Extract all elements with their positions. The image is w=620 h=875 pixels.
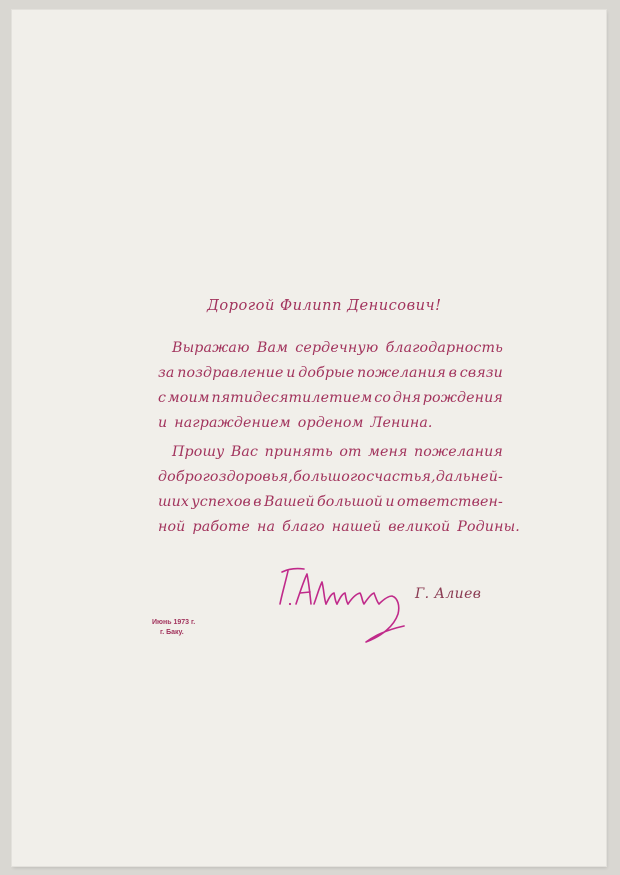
word: в (448, 365, 458, 381)
word: в (253, 494, 262, 510)
word: дальней- (435, 469, 503, 485)
word: связи (459, 365, 503, 381)
word: с (158, 390, 167, 406)
word: и (286, 365, 296, 381)
word: и (158, 415, 168, 431)
word: пожелания (357, 365, 446, 381)
word: работе (192, 519, 250, 535)
word: Вас (230, 444, 259, 460)
date-line: Июнь 1973 г. (152, 619, 196, 626)
paragraph1-line (172, 338, 503, 358)
paragraph2-line (158, 517, 520, 537)
word: орденом (297, 415, 364, 431)
word: Родины. (457, 519, 520, 535)
word: большого (293, 469, 366, 485)
word: за (158, 365, 175, 381)
word: на (256, 519, 276, 535)
word: ной (158, 519, 186, 535)
word: Прошу (172, 444, 225, 460)
word: благо (282, 519, 325, 535)
paragraph2-line (158, 467, 503, 487)
word: здоровья, (218, 469, 293, 485)
word: Выражаю (172, 340, 250, 356)
greeting: Дорогой Филипп Денисович! (207, 297, 442, 314)
paragraph2-line (158, 492, 503, 512)
word: дня (392, 390, 421, 406)
paragraph2-line (172, 442, 503, 462)
word: пожелания (414, 444, 503, 460)
word: ших (158, 494, 190, 510)
paragraph1-line (158, 388, 503, 408)
word: Ленина. (370, 415, 433, 431)
word: от (339, 444, 362, 460)
word: большой (316, 494, 384, 510)
word: рождения (422, 390, 503, 406)
word: награждением (174, 415, 291, 431)
word: поздравление (177, 365, 284, 381)
word: благодарность (385, 340, 503, 356)
word: и (385, 494, 395, 510)
word: пятидесятилетием (211, 390, 373, 406)
word: меня (368, 444, 408, 460)
word: доброго (158, 469, 219, 485)
word: великой (388, 519, 451, 535)
paragraph1-line (158, 363, 503, 383)
word: со (374, 390, 392, 406)
letter-page (12, 10, 606, 866)
word: сердечную (295, 340, 379, 356)
word: нашей (331, 519, 382, 535)
word: Вам (256, 340, 289, 356)
paragraph1-line (158, 413, 503, 433)
word: добрые (298, 365, 355, 381)
city-line: г. Баку. (160, 629, 184, 636)
word: моим (167, 390, 210, 406)
word: принять (264, 444, 333, 460)
word: Вашей (264, 494, 315, 510)
signature-image (274, 560, 424, 650)
signer-name: Г. Алиев (415, 586, 482, 602)
word: успехов (191, 494, 251, 510)
word: счастья, (366, 469, 436, 485)
word: ответствен- (397, 494, 503, 510)
